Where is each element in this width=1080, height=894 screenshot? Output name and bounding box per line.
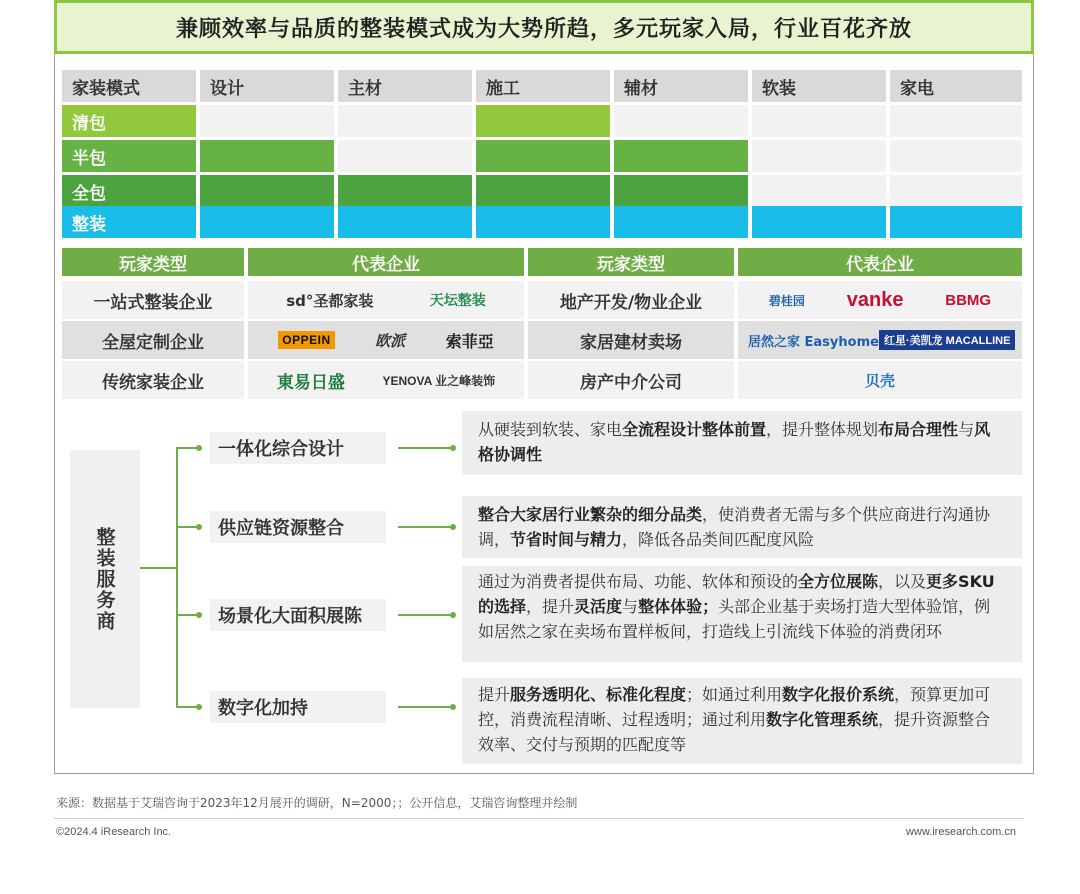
tree-connector	[140, 567, 176, 569]
matrix-cell-covered	[476, 206, 610, 238]
macalline-logo: 红星·美凯龙 MACALLINE	[879, 330, 1016, 350]
matrix-cell-covered	[200, 206, 334, 238]
connector-dot	[450, 524, 456, 530]
website-link[interactable]: www.iresearch.com.cn	[905, 826, 1016, 838]
matrix-cell	[890, 105, 1022, 137]
service-description: 从硬装到软装、家电全流程设计整体前置，提升整体规划布局合理性与风格协调性	[462, 411, 1022, 475]
logo-group	[738, 281, 1022, 319]
matrix-col-header: 设计	[200, 70, 334, 102]
matrix-col-header: 软装	[752, 70, 886, 102]
matrix-corner: 家装模式	[62, 70, 196, 102]
footer-divider	[54, 818, 1024, 819]
tiantan-logo: 天坛整装	[429, 293, 486, 309]
logo-group	[738, 321, 1022, 359]
matrix-cell	[752, 175, 886, 207]
shengdu-logo: sd°圣都家装	[286, 291, 374, 310]
tree-branch	[176, 706, 198, 708]
service-item-label: 数字化加持	[210, 691, 386, 723]
matrix-cell	[752, 105, 886, 137]
desc-connector	[398, 706, 452, 708]
matrix-cell	[614, 105, 748, 137]
copyright: ©2024.4 iResearch Inc.	[56, 826, 172, 838]
matrix-cell-covered	[200, 175, 334, 207]
player-type: 传统家装企业	[62, 361, 244, 399]
matrix-cell	[338, 105, 472, 137]
matrix-col-header: 施工	[476, 70, 610, 102]
table-header: 代表企业	[738, 248, 1022, 276]
yenova-logo: YENOVA 业之峰装饰	[382, 373, 496, 388]
table-header: 代表企业	[248, 248, 524, 276]
logo-group	[248, 281, 524, 319]
player-type: 家居建材卖场	[528, 321, 734, 359]
tree-trunk	[176, 447, 178, 708]
service-root-label: 整装服务商	[93, 526, 116, 632]
matrix-cell-covered	[752, 206, 886, 238]
logo-group	[248, 361, 524, 399]
matrix-row-label: 半包	[62, 140, 196, 172]
oupai-logo: 欧派	[375, 331, 406, 350]
desc-connector	[398, 614, 452, 616]
player-type: 一站式整装企业	[62, 281, 244, 319]
matrix-cell	[890, 175, 1022, 207]
easyhome-logo: 居然之家 Easyhome	[748, 334, 879, 350]
matrix-cell-covered	[890, 206, 1022, 238]
oppein-logo: OPPEIN	[278, 331, 334, 349]
service-item-label: 供应链资源整合	[210, 511, 386, 543]
matrix-cell	[338, 140, 472, 172]
source-note: 来源：数据基于艾瑞咨询于2023年12月展开的调研，N=2000；；公开信息，艾瑞咨询整理并绘制	[56, 796, 578, 810]
service-description: 通过为消费者提供布局、功能、软体和预设的全方位展陈，以及更多SKU的选择，提升灵活度与整体体验；头部企业基于卖场打造大型体验馆，例如居然之家在卖场布置样板间，打造线上引流线下体验的消费闭环	[462, 566, 1022, 662]
bbmg-logo: BBMG	[945, 291, 992, 309]
page-title: 兼顾效率与品质的整装模式成为大势所趋，多元玩家入局，行业百花齐放	[175, 16, 912, 42]
connector-dot	[450, 612, 456, 618]
player-type: 房产中介公司	[528, 361, 734, 399]
logo-group	[738, 361, 1022, 399]
desc-connector	[398, 526, 452, 528]
matrix-row-label: 整装	[62, 206, 196, 238]
matrix-cell-covered	[476, 175, 610, 207]
matrix-cell-covered	[338, 206, 472, 238]
service-item-label: 一体化综合设计	[210, 432, 386, 464]
matrix-col-header: 辅材	[614, 70, 748, 102]
matrix-cell-covered	[614, 206, 748, 238]
connector-dot	[450, 445, 456, 451]
table-header: 玩家类型	[62, 248, 244, 276]
tree-branch	[176, 526, 198, 528]
player-type: 地产开发/物业企业	[528, 281, 734, 319]
desc-connector	[398, 447, 452, 449]
matrix-col-header: 主材	[338, 70, 472, 102]
matrix-cell-covered	[614, 140, 748, 172]
service-description: 提升服务透明化、标准化程度；如通过利用数字化报价系统，预算更加可控，消费流程清晰、过程透明；通过利用数字化管理系统，提升资源整合效率、交付与预期的匹配度等	[462, 678, 1022, 764]
logo-group	[248, 321, 524, 359]
matrix-cell-covered	[476, 105, 610, 137]
branch-dot	[196, 704, 202, 710]
table-header: 玩家类型	[528, 248, 734, 276]
beike-logo: 贝壳	[864, 371, 895, 390]
vanke-logo: vanke	[846, 288, 904, 311]
title-bar	[54, 0, 1034, 54]
matrix-cell-covered	[338, 175, 472, 207]
matrix-cell-covered	[200, 140, 334, 172]
matrix-row-label: 全包	[62, 175, 196, 207]
matrix-cell	[752, 140, 886, 172]
service-item-label: 场景化大面积展陈	[210, 599, 386, 631]
service-root	[70, 450, 140, 708]
matrix-cell	[890, 140, 1022, 172]
branch-dot	[196, 524, 202, 530]
matrix-cell	[200, 105, 334, 137]
matrix-cell-covered	[476, 140, 610, 172]
matrix-col-header: 家电	[890, 70, 1022, 102]
connector-dot	[450, 704, 456, 710]
tree-branch	[176, 447, 198, 449]
service-description: 整合大家居行业繁杂的细分品类，使消费者无需与多个供应商进行沟通协调，节省时间与精力，降低各品类间匹配度风险	[462, 496, 1022, 558]
branch-dot	[196, 445, 202, 451]
country-garden-logo: 碧桂园	[768, 293, 805, 308]
player-type: 全屋定制企业	[62, 321, 244, 359]
sofia-logo: 索菲亞	[445, 331, 494, 351]
branch-dot	[196, 612, 202, 618]
matrix-cell-covered	[614, 175, 748, 207]
dongyi-risheng-logo: 東易日盛	[276, 372, 345, 393]
tree-branch	[176, 614, 198, 616]
matrix-row-label: 清包	[62, 105, 196, 137]
